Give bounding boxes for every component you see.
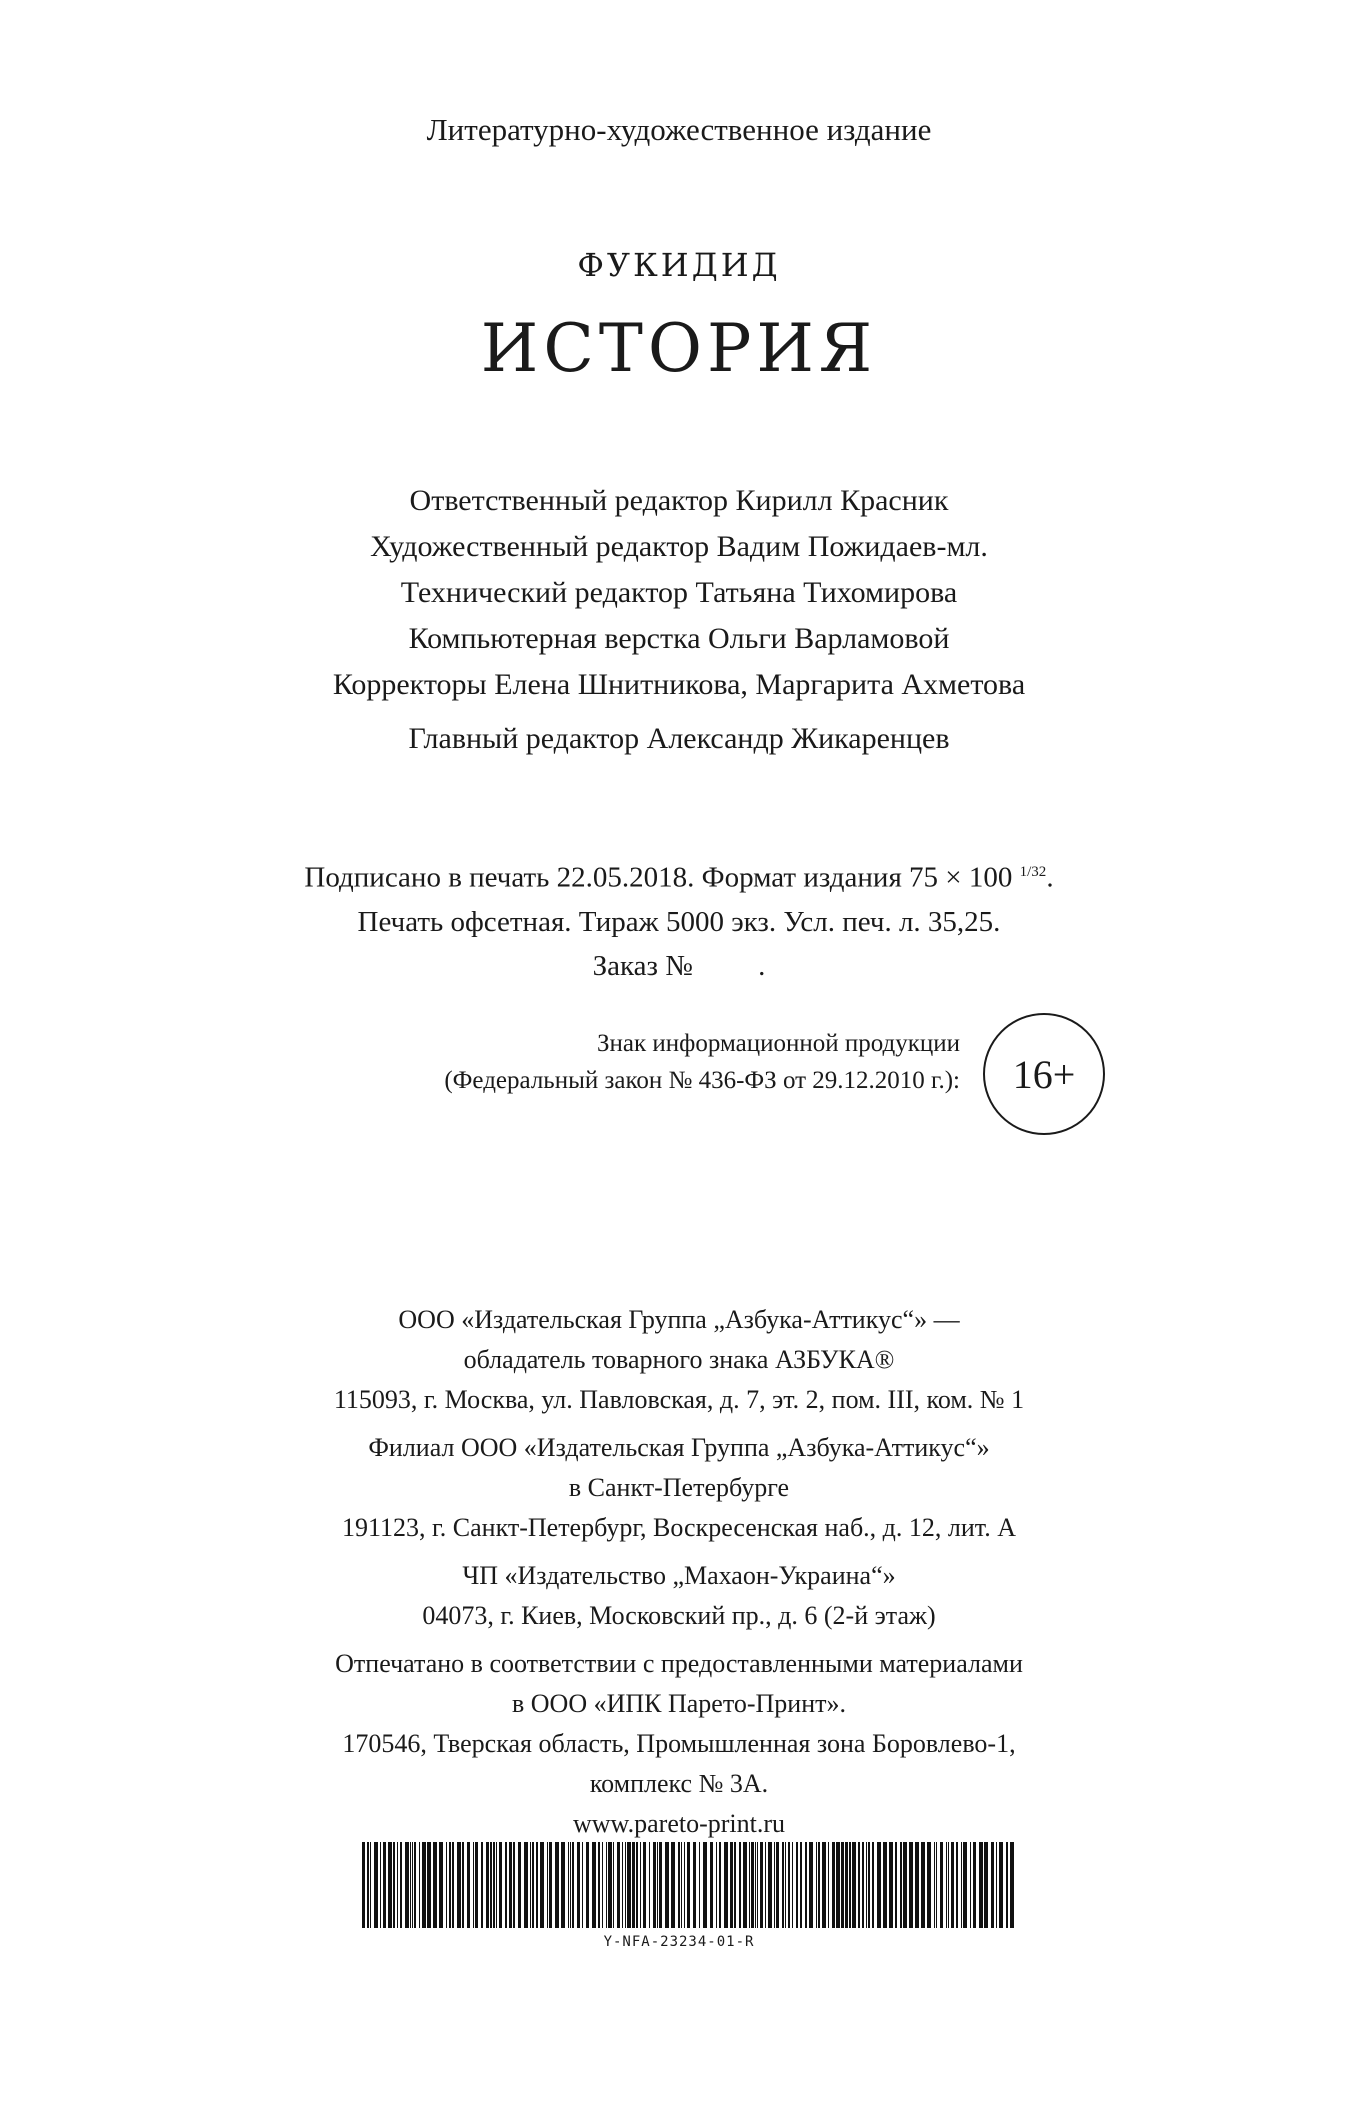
barcode-bar [493, 1842, 495, 1928]
barcode-bar [755, 1842, 756, 1928]
age-rating: 16+ [1012, 1051, 1076, 1097]
barcode-bar [665, 1842, 669, 1928]
barcode-bar [809, 1842, 813, 1928]
barcode-bar [388, 1842, 392, 1928]
barcode-bar [536, 1842, 538, 1928]
barcode-bar [577, 1842, 580, 1928]
publisher-line: Отпечатано в соответствии с предоставленными материалами [335, 1649, 1023, 1678]
barcode-bar [730, 1842, 733, 1928]
barcode-bar [383, 1842, 386, 1928]
credit-line: Корректоры Елена Шнитникова, Маргарита Ахметова [332, 668, 1026, 701]
spacer [0, 1548, 1358, 1556]
barcode-bar [757, 1842, 758, 1928]
barcode-bar [547, 1842, 548, 1928]
publisher-line: 170546, Тверская область, Промышленная зона Боровлево-1, [342, 1729, 1016, 1758]
age-label-line2: (Федеральный закон № 436-ФЗ от 29.12.2010 г.): [444, 1067, 960, 1094]
barcode-bar [622, 1842, 623, 1928]
barcode-bar [540, 1842, 544, 1928]
publishers-block [0, 1300, 1358, 1844]
barcode-bar [586, 1842, 589, 1928]
barcode-bar [832, 1842, 835, 1928]
barcode-bar [374, 1842, 378, 1928]
barcode-bar [452, 1842, 454, 1928]
format-fraction: 1/32 [1019, 864, 1047, 880]
barcode-bar [973, 1842, 976, 1928]
publisher-line: Филиал ООО «Издательская Группа „Азбука-Аттикус“» [368, 1433, 990, 1462]
barcode-bar [678, 1842, 680, 1928]
barcode-bar [724, 1842, 728, 1928]
barcode-bar [841, 1842, 844, 1928]
barcode-bar [940, 1842, 943, 1928]
barcode-bar [687, 1842, 690, 1928]
publisher-line: комплекс № 3А. [589, 1769, 769, 1798]
barcode-bar [518, 1842, 521, 1928]
barcode-bar [636, 1842, 638, 1928]
barcode-bar [845, 1842, 848, 1928]
book-title: ИСТОРИЯ [480, 310, 878, 387]
book-author: ФУКИДИД [577, 246, 781, 284]
barcode-bar [963, 1842, 967, 1928]
barcode-bar [849, 1842, 851, 1928]
barcode-bar [367, 1842, 369, 1928]
barcode-bar [703, 1842, 707, 1928]
barcode [360, 1842, 1020, 1928]
barcode-bar [627, 1842, 631, 1928]
publisher-line: ЧП «Издательство „Махаон-Украина“» [462, 1561, 896, 1590]
barcode-bar [788, 1842, 790, 1928]
barcode-bar [606, 1842, 607, 1928]
publisher-line: 115093, г. Москва, ул. Павловская, д. 7, эт. 2, пом. III, ком. № 1 [333, 1385, 1025, 1414]
print-info-line1-end: . [1046, 861, 1054, 894]
barcode-bar [475, 1842, 478, 1928]
barcode-bar [400, 1842, 402, 1928]
spacer [0, 1636, 1358, 1644]
barcode-code: Y-NFA-23234-01-R [603, 1934, 755, 1950]
barcode-bar [858, 1842, 860, 1928]
barcode-bar [739, 1842, 741, 1928]
barcode-bar [946, 1842, 947, 1928]
barcode-bar [439, 1842, 443, 1928]
barcode-bar [684, 1842, 685, 1928]
barcode-bar [462, 1842, 464, 1928]
publisher-line: обладатель товарного знака АЗБУКА® [463, 1345, 895, 1374]
barcode-bar [948, 1842, 949, 1928]
barcode-bar [657, 1842, 658, 1928]
barcode-bar [419, 1842, 420, 1928]
barcode-bar [996, 1842, 997, 1928]
credit-line: Художественный редактор Вадим Пожидаев-мл. [370, 530, 988, 563]
barcode-bar [671, 1842, 675, 1928]
barcode-bar [486, 1842, 489, 1928]
barcode-bar [866, 1842, 867, 1928]
barcode-bar [805, 1842, 807, 1928]
barcode-bar [608, 1842, 612, 1928]
age-label-text [240, 1025, 960, 1099]
barcode-bar [765, 1842, 766, 1928]
barcode-bar [816, 1842, 817, 1928]
barcode-bar [509, 1842, 512, 1928]
barcode-bar [774, 1842, 775, 1928]
barcode-bar [568, 1842, 569, 1928]
barcode-bar [653, 1842, 656, 1928]
barcode-bar [984, 1842, 988, 1928]
barcode-bar [734, 1842, 736, 1928]
barcode-bar [961, 1842, 962, 1928]
publisher-line: 04073, г. Киев, Московский пр., д. 6 (2-й этаж) [422, 1601, 936, 1630]
barcode-bar [582, 1842, 583, 1928]
barcode-bar [433, 1842, 437, 1928]
barcode-bar [457, 1842, 461, 1928]
barcode-bar [776, 1842, 779, 1928]
barcode-bar [1010, 1842, 1014, 1928]
barcode-bar [467, 1842, 470, 1928]
barcode-bar [979, 1842, 983, 1928]
barcode-bar [617, 1842, 620, 1928]
barcode-bar [393, 1842, 395, 1928]
barcode-bar [927, 1842, 931, 1928]
barcode-bar [792, 1842, 793, 1928]
barcode-bar [936, 1842, 937, 1928]
barcode-bar [505, 1842, 507, 1928]
barcode-bar [921, 1842, 925, 1928]
barcode-bar [530, 1842, 531, 1928]
barcode-bar [422, 1842, 426, 1928]
age-rating-badge [983, 1013, 1105, 1135]
barcode-bar [818, 1842, 820, 1928]
barcode-bar [991, 1842, 994, 1928]
barcode-bar [822, 1842, 826, 1928]
barcode-bar [999, 1842, 1003, 1928]
credit-line: Ответственный редактор Кирилл Красник [409, 484, 949, 517]
print-info [0, 850, 1358, 988]
barcode-bar [796, 1842, 798, 1928]
barcode-bar [473, 1842, 474, 1928]
barcode-bar [632, 1842, 635, 1928]
age-label-line1: Знак информационной продукции [596, 1030, 960, 1057]
barcode-bar [598, 1842, 600, 1928]
barcode-bar [785, 1842, 786, 1928]
barcode-bar [889, 1842, 893, 1928]
barcode-bar [872, 1842, 874, 1928]
genre-label: Литературно-художественное издание [426, 112, 932, 147]
barcode-bar [710, 1842, 713, 1928]
publisher-line: в Санкт-Петербурге [568, 1473, 790, 1502]
barcode-bar [524, 1842, 528, 1928]
barcode-bar [499, 1842, 502, 1928]
barcode-bar [496, 1842, 497, 1928]
publisher-line: в ООО «ИПК Парето-Принт». [511, 1689, 846, 1718]
barcode-bar [446, 1842, 447, 1928]
barcode-bar [370, 1842, 371, 1928]
barcode-bar [743, 1842, 747, 1928]
barcode-bar [800, 1842, 802, 1928]
barcode-bar [659, 1842, 662, 1928]
barcode-bar [915, 1842, 919, 1928]
barcode-bar [490, 1842, 492, 1928]
barcode-bar [414, 1842, 416, 1928]
print-info-line1: Подписано в печать 22.05.2018. Формат издания 75 × 100 [304, 861, 1013, 894]
barcode-bar [951, 1842, 954, 1928]
barcode-bar [751, 1842, 754, 1928]
barcode-bar [532, 1842, 534, 1928]
order-number: Заказ № . [592, 949, 766, 982]
barcode-bar [1006, 1842, 1008, 1928]
barcode-bar [956, 1842, 958, 1928]
publisher-line: ООО «Издательская Группа „Азбука-Аттикус“» — [398, 1305, 960, 1334]
barcode-bar [883, 1842, 887, 1928]
barcode-bar [405, 1842, 409, 1928]
barcode-bar [643, 1842, 646, 1928]
barcode-bar [828, 1842, 829, 1928]
barcode-bar [561, 1842, 565, 1928]
barcode-bar [768, 1842, 772, 1928]
barcode-bar [380, 1842, 381, 1928]
barcode-bar [836, 1842, 840, 1928]
barcode-bar [900, 1842, 902, 1928]
credit-line: Технический редактор Татьяна Тихомирова [400, 576, 958, 609]
barcode-bar [481, 1842, 483, 1928]
publisher-line: 191123, г. Санкт-Петербург, Воскресенская наб., д. 12, лит. А [342, 1513, 1016, 1542]
barcode-bar [895, 1842, 897, 1928]
barcode-bar [410, 1842, 411, 1928]
barcode-bar [592, 1842, 596, 1928]
barcode-bar [782, 1842, 784, 1928]
barcode-bar [760, 1842, 763, 1928]
spacer [0, 1420, 1358, 1428]
barcode-bar [699, 1842, 700, 1928]
printer-website: www.pareto-print.ru [572, 1809, 786, 1838]
barcode-bar [640, 1842, 641, 1928]
barcode-bar [877, 1842, 881, 1928]
print-info-line [0, 850, 1358, 900]
barcode-bar [681, 1842, 682, 1928]
barcode-bar [903, 1842, 907, 1928]
barcode-bar [719, 1842, 721, 1928]
barcode-bar [649, 1842, 650, 1928]
barcode-bar [625, 1842, 626, 1928]
barcode-bar [549, 1842, 552, 1928]
barcode-bar [693, 1842, 696, 1928]
barcode-bar [602, 1842, 603, 1928]
credit-line: Компьютерная верстка Ольги Варламовой [408, 622, 950, 655]
barcode-bar [449, 1842, 451, 1928]
barcode-bar [427, 1842, 431, 1928]
barcode-bar [934, 1842, 935, 1928]
barcode-bar [570, 1842, 571, 1928]
barcode-bar [716, 1842, 717, 1928]
barcode-bar [862, 1842, 864, 1928]
barcode-bar [397, 1842, 398, 1928]
credits-block [0, 478, 1358, 708]
barcode-bar [555, 1842, 559, 1928]
barcode-bar [613, 1842, 614, 1928]
chief-editor: Главный редактор Александр Жикаренцев [408, 722, 950, 755]
barcode-bar [572, 1842, 574, 1928]
barcode-bar [749, 1842, 750, 1928]
print-info-line2: Печать офсетная. Тираж 5000 экз. Усл. печ. л. 35,25. [357, 905, 1001, 938]
barcode-bar [412, 1842, 413, 1928]
barcode-bar [868, 1842, 870, 1928]
barcode-bar [362, 1842, 365, 1928]
barcode-bar [852, 1842, 856, 1928]
barcode-bar [909, 1842, 913, 1928]
barcode-bar [970, 1842, 971, 1928]
barcode-bar [513, 1842, 515, 1928]
